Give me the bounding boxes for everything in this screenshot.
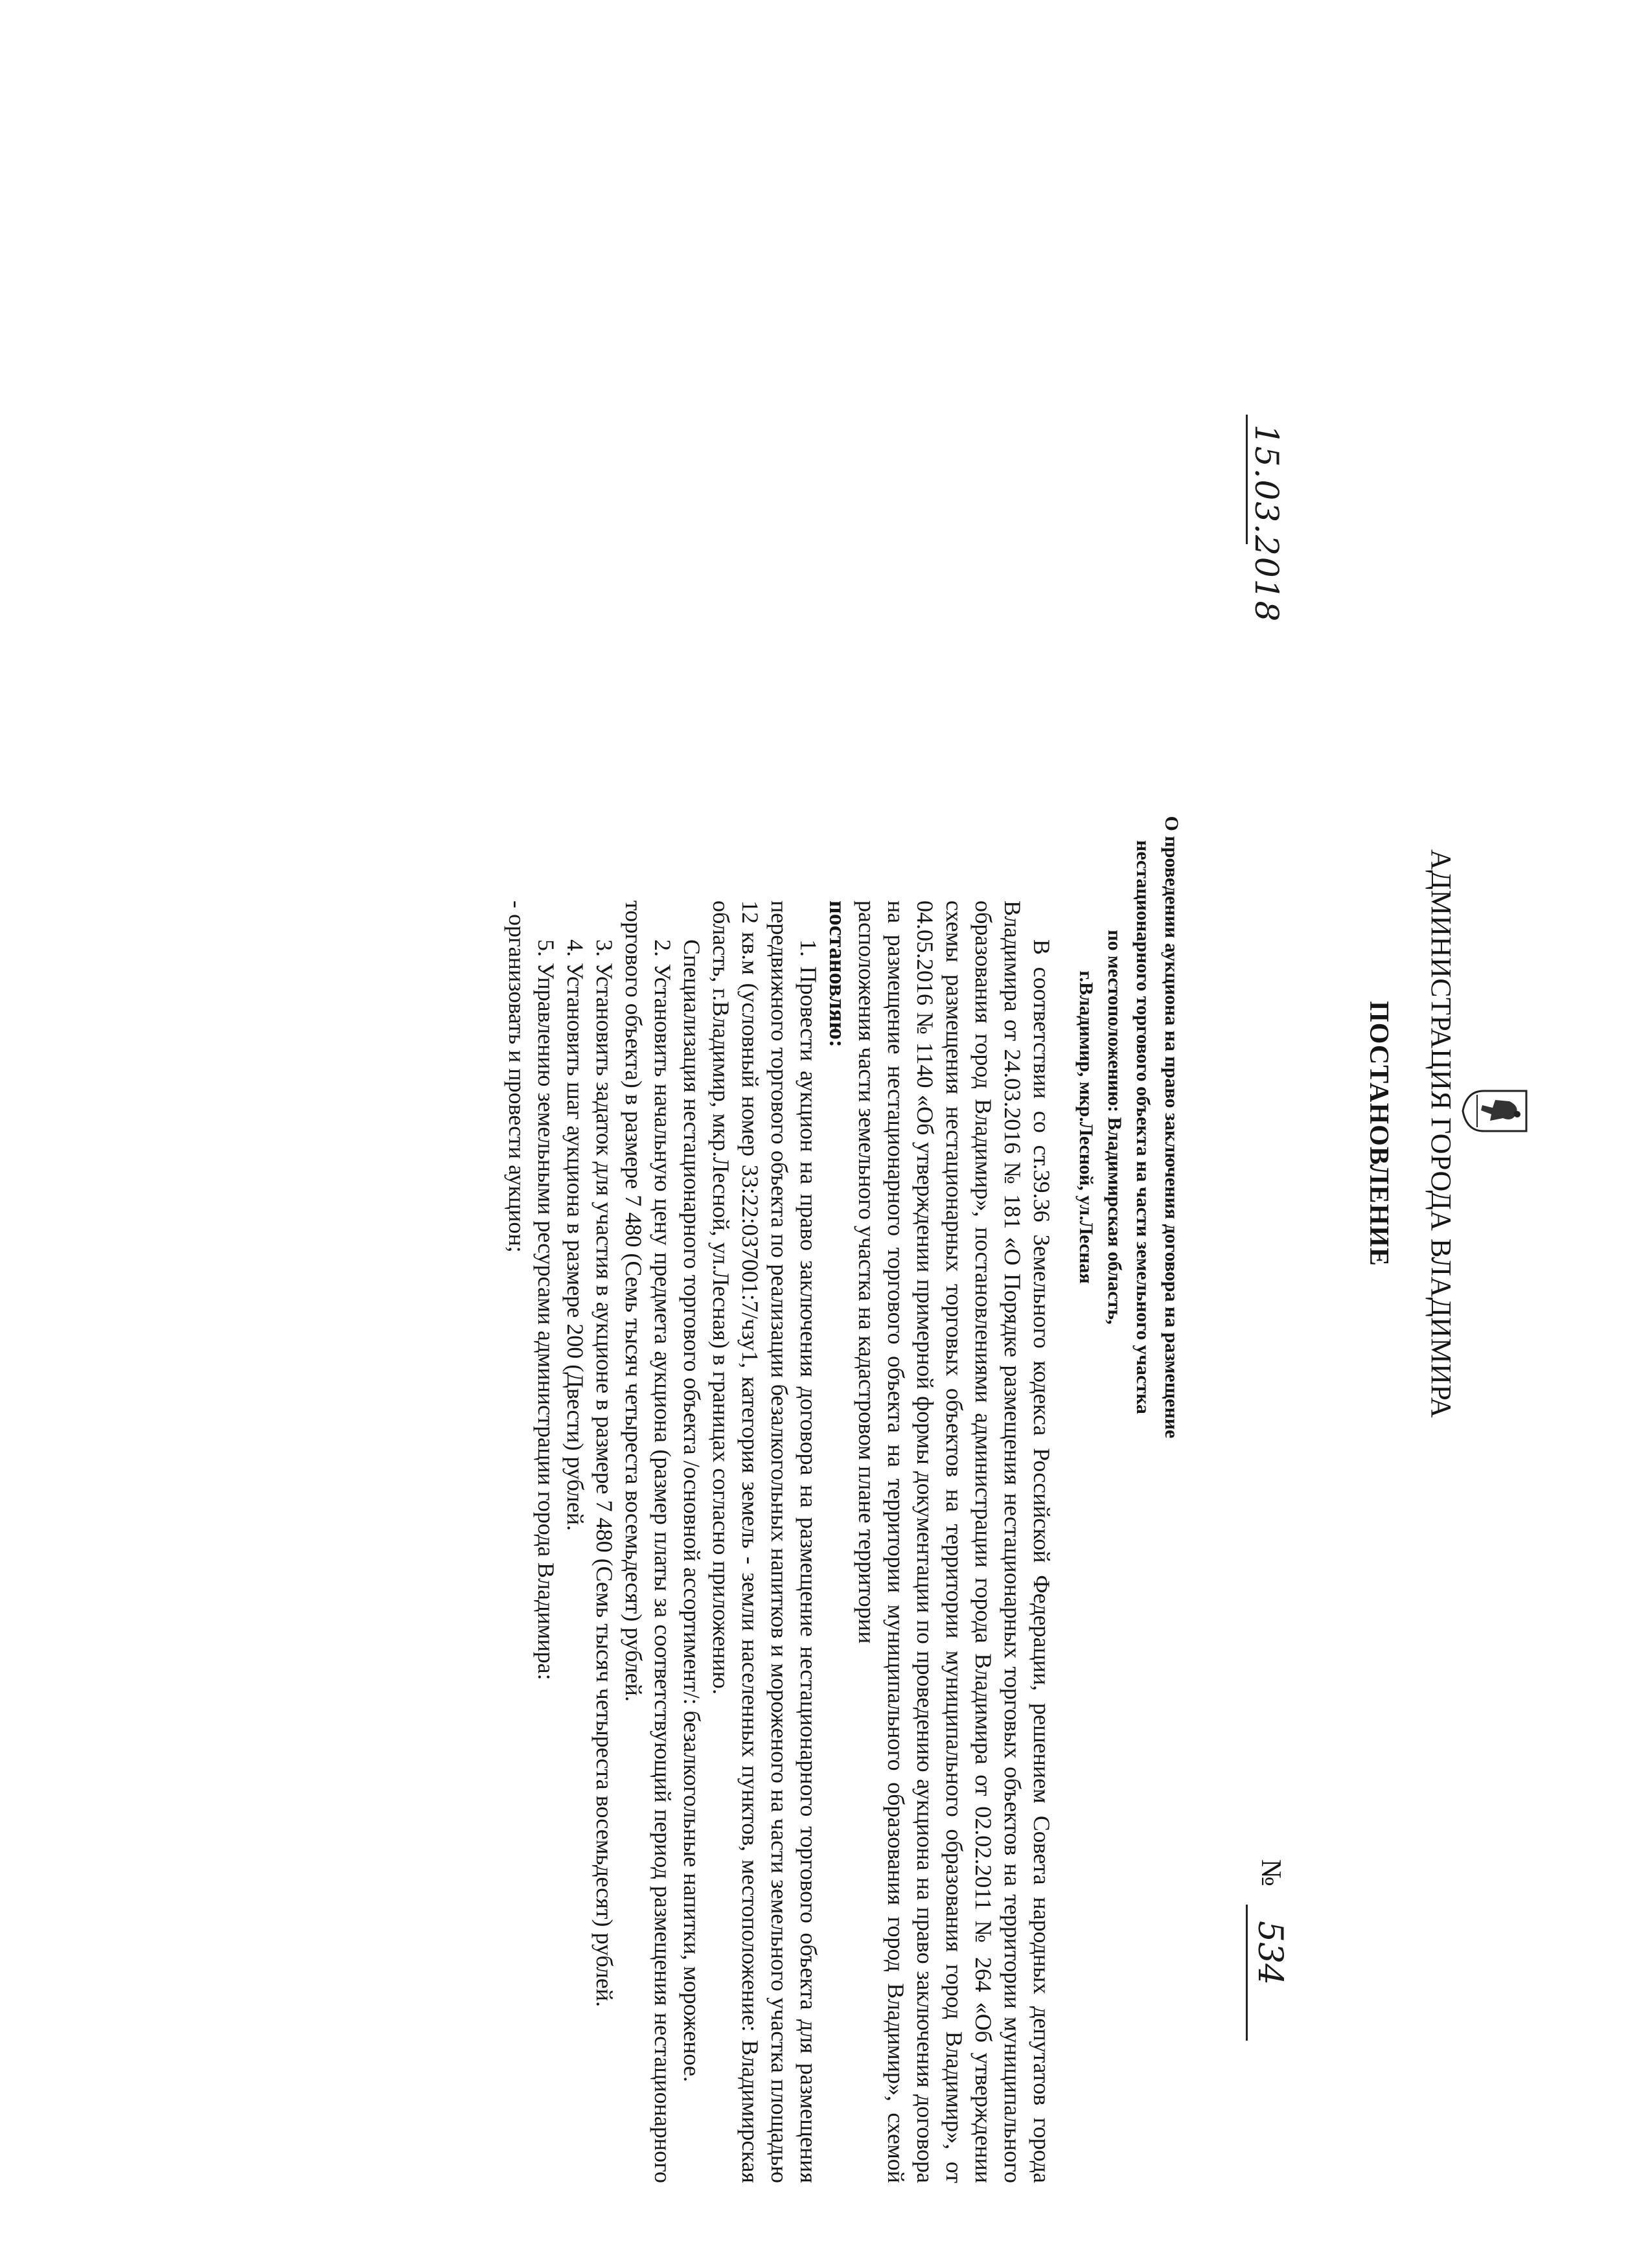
document-subject: [1072, 499, 1186, 1756]
resolve-heading: постановляю:: [825, 900, 851, 1048]
item-paragraph: 5. Управлению земельными ресурсами администрации города Владимира:: [533, 939, 559, 1680]
sub-item-paragraph: - организовать и провести аукцион;: [504, 900, 530, 1253]
subject-line: г.Владимир, мкр.Лесной, ул.Лесная: [1075, 970, 1097, 1284]
document-body: [502, 900, 1056, 2183]
document-type: ПОСТАНОВЛЕНИЕ: [1364, 1001, 1394, 1266]
subject-line: по местоположению: Владимирская область,: [1104, 930, 1125, 1325]
preamble-paragraph: В соответствии со ст.39.36 Земельного кодекса Российской Федерации, решением Совета народных депутатов города Владимира от 24.03.2016 № 181 «О Порядке размещения нестационарных торговых объектов на территории муниципального образования город Владимир», постановлениями администрации города Владимира от 02.02.2011 № 264 «Об утверждении схемы размещения нестационарных торговых объектов на территории муниципального образования город Владимир», от 04.05.2016 № 1140 «Об утверждении примерной формы документации по проведению аукциона на право заключения договора на размещение нестационарного торгового объекта на территории муниципального образования город Владимир», схемой расположения части земельного участка на кадастровом плане территории: [854, 900, 1055, 2183]
document-number: 534: [1250, 1921, 1289, 1986]
item-paragraph: 2. Установить начальную цену предмета аукциона (размер платы за соответствующий период размещения нестационарного торгового объекта) в размере 7 480 (Семь тысяч четыреста восемьдесят) рублей.: [621, 900, 676, 2183]
specialization-paragraph: Специализация нестационарного торгового объекта /основной ассортимент/: безалкогольные напитки, мороженое.: [679, 939, 705, 2082]
document-date: 15.03.2018: [1248, 424, 1285, 623]
organization-name: АДМИНИСТРАЦИЯ ГОРОДА ВЛАДИМИРА: [1425, 849, 1457, 1419]
number-label: №: [1256, 1859, 1287, 1886]
item-paragraph: 4. Установить шаг аукциона в размере 200 (Двести) рублей.: [562, 939, 588, 1531]
subject-line: нестационарного торгового объекта на части земельного участка: [1132, 840, 1154, 1414]
city-coat-of-arms-icon: [1462, 1088, 1529, 1134]
item-paragraph: 1. Провести аукцион на право заключения договора на размещение нестационарного торгового объекта для размещения передвижного торгового объекта по реализации безалкогольных напитков и мороженого на части земельного участка площадью 12 кв.м (условный номер 33:22:037001:7/чзу1, категория земель - земли населенных пунктов, местоположение: Владимирская область, г.Владимир, мкр.Лесной, ул.Лесная) в границах согласно приложению.: [708, 900, 821, 2183]
subject-line: О проведении аукциона на право заключения договора на размещение: [1161, 816, 1182, 1439]
item-paragraph: 3. Установить задаток для участия в аукционе в размере 7 480 (Семь тысяч четыреста восемьдесят) рублей.: [591, 939, 617, 2008]
